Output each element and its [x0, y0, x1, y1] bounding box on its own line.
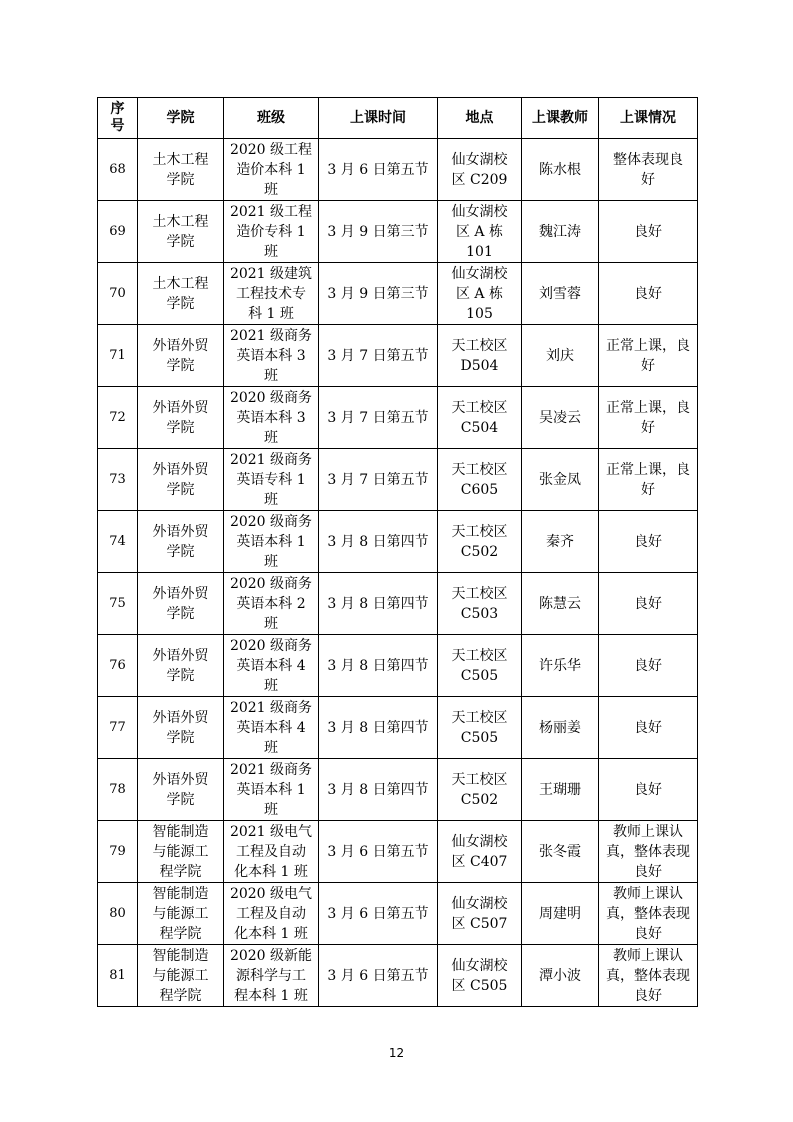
- cell-time: 3 月 6 日第五节: [319, 821, 438, 883]
- cell-class: 2020 级新能 源科学与工 程本科 1 班: [224, 945, 319, 1007]
- cell-class: 2020 级电气 工程及自动 化本科 1 班: [224, 883, 319, 945]
- cell-class: 2020 级商务 英语本科 1 班: [224, 511, 319, 573]
- cell-class: 2020 级商务 英语本科 2 班: [224, 573, 319, 635]
- table-row: [98, 635, 698, 697]
- table-row: [98, 387, 698, 449]
- cell-college: 外语外贸 学院: [138, 511, 224, 573]
- cell-status: 整体表现良 好: [599, 139, 698, 201]
- cell-index: 70: [98, 263, 138, 325]
- header-time: 上课时间: [319, 98, 438, 139]
- table-row: [98, 511, 698, 573]
- cell-location: 天工校区 D504: [438, 325, 522, 387]
- cell-location: 天工校区 C502: [438, 759, 522, 821]
- cell-teacher: 吴凌云: [522, 387, 599, 449]
- cell-college: 外语外贸 学院: [138, 573, 224, 635]
- cell-college: 外语外贸 学院: [138, 697, 224, 759]
- cell-status: 良好: [599, 263, 698, 325]
- cell-index: 71: [98, 325, 138, 387]
- table-row: [98, 883, 698, 945]
- cell-status: 正常上课，良 好: [599, 449, 698, 511]
- header-class: 班级: [224, 98, 319, 139]
- cell-status: 教师上课认 真，整体表现 良好: [599, 821, 698, 883]
- cell-college: 外语外贸 学院: [138, 449, 224, 511]
- cell-class: 2021 级建筑 工程技术专 科 1 班: [224, 263, 319, 325]
- table-row: [98, 325, 698, 387]
- cell-status: 正常上课，良 好: [599, 325, 698, 387]
- cell-location: 天工校区 C505: [438, 697, 522, 759]
- cell-teacher: 魏江涛: [522, 201, 599, 263]
- cell-teacher: 秦齐: [522, 511, 599, 573]
- cell-time: 3 月 7 日第五节: [319, 325, 438, 387]
- cell-college: 土木工程 学院: [138, 139, 224, 201]
- cell-teacher: 刘庆: [522, 325, 599, 387]
- table-row: [98, 697, 698, 759]
- cell-college: 外语外贸 学院: [138, 759, 224, 821]
- cell-college: 智能制造 与能源工 程学院: [138, 883, 224, 945]
- table-row: [98, 821, 698, 883]
- header-status: 上课情况: [599, 98, 698, 139]
- cell-index: 69: [98, 201, 138, 263]
- header-row: [98, 98, 698, 139]
- cell-location: 天工校区 C503: [438, 573, 522, 635]
- cell-status: 良好: [599, 573, 698, 635]
- cell-teacher: 杨丽姜: [522, 697, 599, 759]
- cell-class: 2020 级商务 英语本科 3 班: [224, 387, 319, 449]
- cell-time: 3 月 8 日第四节: [319, 635, 438, 697]
- cell-teacher: 周建明: [522, 883, 599, 945]
- cell-index: 72: [98, 387, 138, 449]
- cell-status: 良好: [599, 697, 698, 759]
- cell-time: 3 月 8 日第四节: [319, 697, 438, 759]
- cell-college: 智能制造 与能源工 程学院: [138, 821, 224, 883]
- cell-time: 3 月 7 日第五节: [319, 387, 438, 449]
- table-row: [98, 945, 698, 1007]
- table-row: [98, 263, 698, 325]
- cell-location: 仙女湖校 区 C505: [438, 945, 522, 1007]
- cell-college: 外语外贸 学院: [138, 387, 224, 449]
- cell-index: 75: [98, 573, 138, 635]
- header-college: 学院: [138, 98, 224, 139]
- cell-status: 教师上课认 真，整体表现 良好: [599, 945, 698, 1007]
- cell-location: 仙女湖校 区 A 栋 101: [438, 201, 522, 263]
- cell-college: 外语外贸 学院: [138, 325, 224, 387]
- cell-time: 3 月 6 日第五节: [319, 945, 438, 1007]
- cell-teacher: 张冬霞: [522, 821, 599, 883]
- cell-location: 天工校区 C505: [438, 635, 522, 697]
- cell-college: 土木工程 学院: [138, 201, 224, 263]
- cell-college: 外语外贸 学院: [138, 635, 224, 697]
- cell-location: 仙女湖校 区 C507: [438, 883, 522, 945]
- cell-location: 仙女湖校 区 C209: [438, 139, 522, 201]
- table-row: [98, 139, 698, 201]
- header-index: 序 号: [98, 98, 138, 139]
- cell-index: 76: [98, 635, 138, 697]
- cell-time: 3 月 9 日第三节: [319, 201, 438, 263]
- cell-location: 仙女湖校 区 C407: [438, 821, 522, 883]
- cell-status: 教师上课认 真，整体表现 良好: [599, 883, 698, 945]
- cell-class: 2021 级电气 工程及自动 化本科 1 班: [224, 821, 319, 883]
- cell-teacher: 王瑚珊: [522, 759, 599, 821]
- cell-index: 80: [98, 883, 138, 945]
- cell-time: 3 月 8 日第四节: [319, 573, 438, 635]
- cell-status: 良好: [599, 511, 698, 573]
- cell-class: 2021 级商务 英语专科 1 班: [224, 449, 319, 511]
- cell-index: 79: [98, 821, 138, 883]
- cell-status: 良好: [599, 201, 698, 263]
- table-row: [98, 759, 698, 821]
- cell-class: 2021 级商务 英语本科 3 班: [224, 325, 319, 387]
- table-row: [98, 449, 698, 511]
- cell-class: 2020 级工程 造价本科 1 班: [224, 139, 319, 201]
- cell-index: 73: [98, 449, 138, 511]
- cell-teacher: 刘雪蓉: [522, 263, 599, 325]
- cell-college: 智能制造 与能源工 程学院: [138, 945, 224, 1007]
- cell-index: 81: [98, 945, 138, 1007]
- cell-time: 3 月 9 日第三节: [319, 263, 438, 325]
- cell-status: 良好: [599, 635, 698, 697]
- cell-status: 正常上课，良 好: [599, 387, 698, 449]
- cell-class: 2020 级商务 英语本科 4 班: [224, 635, 319, 697]
- cell-location: 仙女湖校 区 A 栋 105: [438, 263, 522, 325]
- cell-class: 2021 级工程 造价专科 1 班: [224, 201, 319, 263]
- cell-teacher: 许乐华: [522, 635, 599, 697]
- cell-teacher: 潭小波: [522, 945, 599, 1007]
- cell-index: 74: [98, 511, 138, 573]
- table-row: [98, 573, 698, 635]
- cell-time: 3 月 6 日第五节: [319, 883, 438, 945]
- cell-teacher: 陈水根: [522, 139, 599, 201]
- cell-status: 良好: [599, 759, 698, 821]
- cell-class: 2021 级商务 英语本科 4 班: [224, 697, 319, 759]
- cell-index: 77: [98, 697, 138, 759]
- page-number: 12: [388, 1046, 405, 1060]
- header-location: 地点: [438, 98, 522, 139]
- cell-location: 天工校区 C502: [438, 511, 522, 573]
- cell-college: 土木工程 学院: [138, 263, 224, 325]
- class-observation-table: [97, 97, 698, 1007]
- header-teacher: 上课教师: [522, 98, 599, 139]
- cell-index: 78: [98, 759, 138, 821]
- table-row: [98, 201, 698, 263]
- cell-time: 3 月 8 日第四节: [319, 511, 438, 573]
- cell-location: 天工校区 C605: [438, 449, 522, 511]
- cell-teacher: 张金凤: [522, 449, 599, 511]
- cell-class: 2021 级商务 英语本科 1 班: [224, 759, 319, 821]
- cell-teacher: 陈慧云: [522, 573, 599, 635]
- cell-time: 3 月 6 日第五节: [319, 139, 438, 201]
- cell-index: 68: [98, 139, 138, 201]
- cell-time: 3 月 7 日第五节: [319, 449, 438, 511]
- cell-time: 3 月 8 日第四节: [319, 759, 438, 821]
- cell-location: 天工校区 C504: [438, 387, 522, 449]
